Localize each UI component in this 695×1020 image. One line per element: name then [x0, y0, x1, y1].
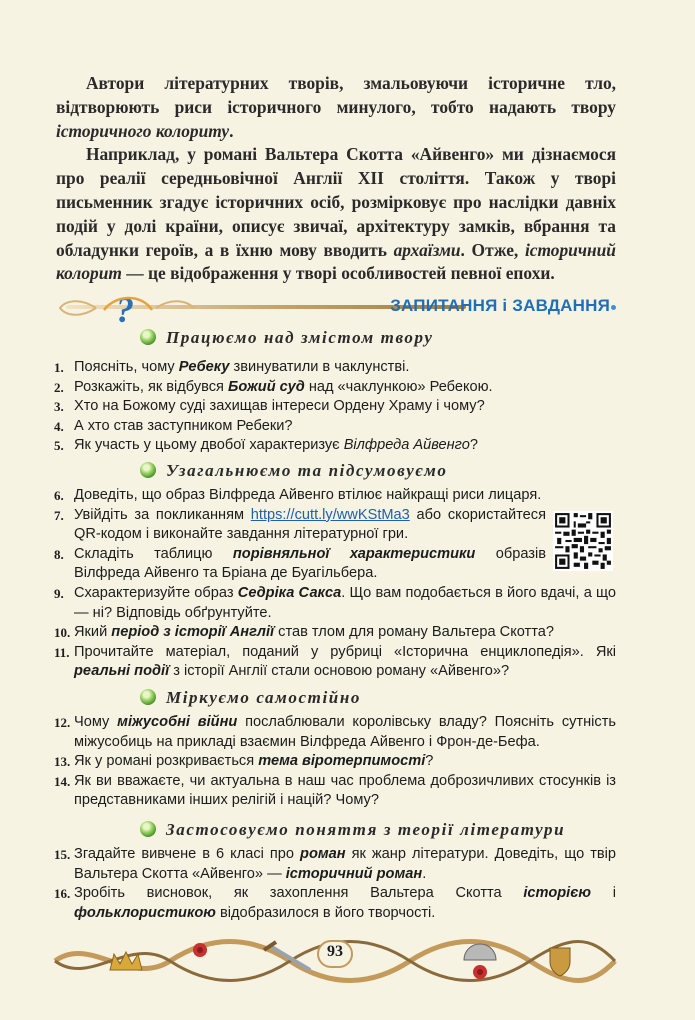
- question-4: 4. А хто став заступником Ребеки?: [54, 417, 293, 434]
- term-historical-colorit-2: історичний колорит: [56, 239, 616, 284]
- question-15: 15. Згадайте вивчене в 6 класі про роман як жанр літератури. Доведіть, що твір Вальтера Скотта «Айвенго» — історичний роман.: [54, 846, 616, 882]
- crown-icon: [110, 952, 142, 970]
- rose-icon: [473, 965, 487, 979]
- green-bullet-icon: [140, 689, 156, 705]
- questions-title: ЗАПИТАННЯ і ЗАВДАННЯ: [390, 296, 610, 315]
- question-7: 7. Увійдіть за покликанням https://cutt.ly/wwKStMa3 або скористайтеся QR-кодом і виконайте завдання літературної гри.: [54, 506, 546, 543]
- question-11: 11. Прочитайте матеріал, поданий у рубриці «Історична енциклопедія». Які реальні події з історії Англії стали основою роману «Айвенго»?: [54, 643, 616, 680]
- questions-list-1: [54, 358, 616, 456]
- title-dot: [611, 305, 616, 310]
- section-heading-independent: Міркуємо самостійно: [140, 688, 361, 710]
- svg-text:?: ?: [116, 290, 134, 326]
- question-16: 16. Зробіть висновок, як захоплення Вальтера Скотта історією і фольклористикою відобразилося в його творчості.: [54, 885, 616, 921]
- question-6: 6. Доведіть, що образ Вілфреда Айвенго втілює найкращі риси лицаря.: [54, 487, 542, 503]
- questions-header-bar: [56, 290, 616, 326]
- question-1: 1. Поясніть, чому Ребеку звинуватили в чаклунстві.: [54, 359, 410, 375]
- intro-text: [56, 72, 616, 286]
- question-12: 12. Чому міжусобні війни послаблювали королівську владу? Поясніть сутність міжусобиць на прикладі взаємин Вілфреда Айвенго і Фрон-де-Бефа.: [54, 714, 616, 750]
- term-archaisms: архаїзми: [393, 239, 461, 260]
- page-number: 93: [327, 943, 343, 960]
- question-13: 13. Як у романі розкривається тема віротерпимості?: [54, 753, 434, 770]
- questions-list-2: [54, 486, 616, 682]
- question-9: 9. Схарактеризуйте образ Седріка Сакса. Що вам подобається в його вдачі, а що — ні? Відповідь обґрунтуйте.: [54, 584, 616, 621]
- questions-list-4: [54, 845, 616, 923]
- question-5: 5. Як участь у цьому двобої характеризує Вілфреда Айвенго?: [54, 437, 478, 454]
- section-heading-summary: Узагальнюємо та підсумовуємо: [140, 461, 447, 483]
- question-3: 3. Хто на Божому суді захищав інтереси Ордену Храму і чому?: [54, 398, 485, 415]
- sword-icon: [264, 942, 310, 970]
- question-10: 10. Який період з історії Англії став тлом для роману Вальтера Скотта?: [54, 624, 554, 641]
- intro-paragraph-2: Наприклад, у романі Вальтера Скотта «Айвенго» ми дізнаємося про реалії середньовічної Англії XII століття. Також у творі письменник згадує історичних осіб, розмірковує про наслідки давніх подій у долі країни, описує звичаї, архітектуру замків, вбрання та обладунки героїв, а в їхню мову вводить архаїзми. Отже, історичний колорит — це відображення у творі особливостей певної епохи.: [56, 144, 616, 284]
- section-heading-content: Працюємо над змістом твору: [140, 328, 434, 350]
- game-link[interactable]: https://cutt.ly/wwKStMa3: [250, 506, 410, 523]
- green-bullet-icon: [140, 821, 156, 837]
- qr-code-icon[interactable]: [553, 511, 613, 571]
- questions-list-3: [54, 713, 616, 811]
- question-14: 14. Як ви вважаєте, чи актуальна в наш час проблема доброзичливих стосунків із представниками інших релігій і націй? Чому?: [54, 772, 616, 809]
- rose-icon: [193, 943, 207, 957]
- green-bullet-icon: [140, 462, 156, 478]
- section-heading-theory: Застосовуємо поняття з теорії літератури: [140, 820, 565, 842]
- green-bullet-icon: [140, 329, 156, 345]
- term-historical-colorit: історичного колориту: [56, 120, 230, 141]
- intro-paragraph-1: Автори літературних творів, змальовуючи історичне тло, відтворюють риси історичного минулого, тобто надають твору історичного колориту.: [56, 73, 616, 141]
- question-2: 2. Розкажіть, як відбувся Божий суд над «чаклункою» Ребекою.: [54, 378, 493, 395]
- decorative-footer-ornament: [50, 930, 620, 992]
- question-8: 8. Складіть таблицю порівняльної характеристики образів Вілфреда Айвенго та Бріана де Буагільбера.: [54, 545, 546, 582]
- question-mark-ornament-icon: [56, 290, 196, 326]
